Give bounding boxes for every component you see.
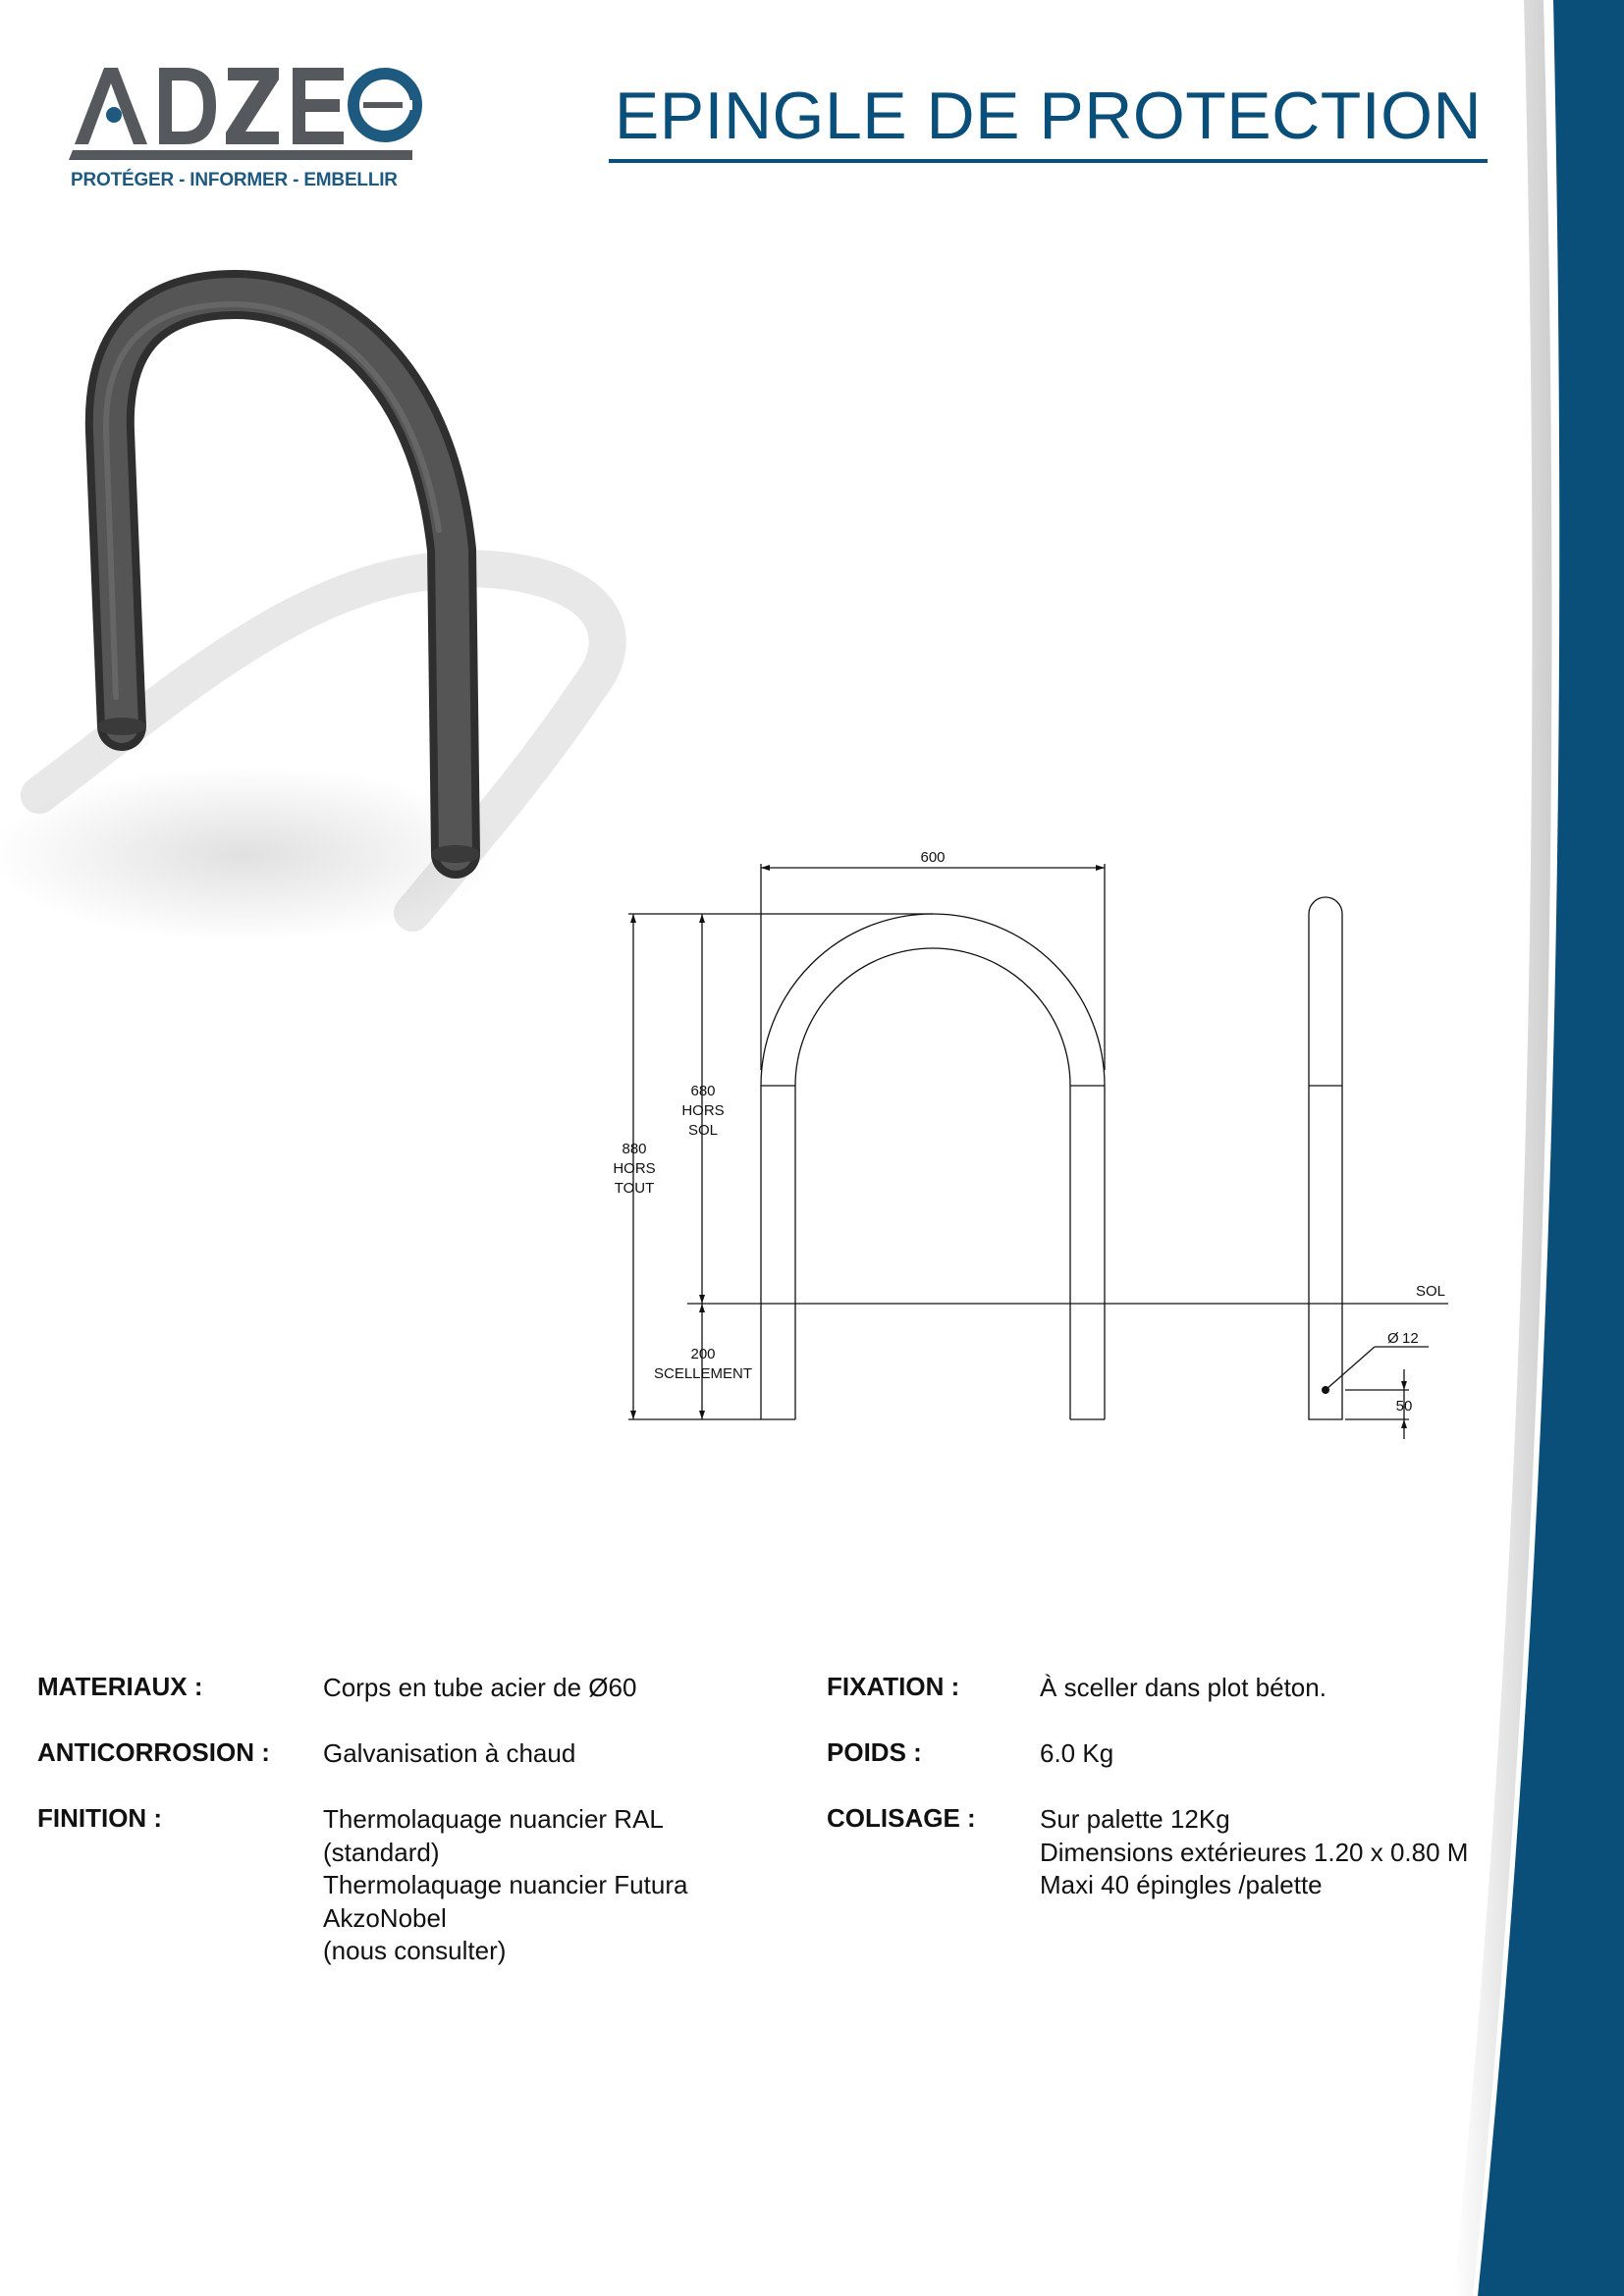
rod-offset-label: 50: [1395, 1398, 1413, 1415]
anticorrosion-label: ANTICORROSION :: [37, 1737, 270, 1767]
dim-680-value: 680: [690, 1083, 716, 1099]
finition-line: (standard): [323, 1837, 440, 1867]
technical-drawing: [589, 834, 1473, 1463]
finition-label: FINITION :: [37, 1803, 163, 1833]
colisage-value: [1040, 1803, 1468, 1902]
dim-680-line3: SOL: [687, 1122, 719, 1139]
dim-880-line3: TOUT: [614, 1180, 655, 1197]
adzeo-logo: [69, 54, 422, 201]
finition-line: Thermolaquage nuancier Futura: [323, 1870, 688, 1899]
product-photo: [0, 265, 628, 972]
dim-680-line2: HORS: [681, 1102, 725, 1119]
specifications: [0, 1659, 1551, 1993]
poids-label: POIDS :: [827, 1737, 922, 1767]
fixation-value: À sceller dans plot béton.: [1040, 1673, 1326, 1702]
dim-width: 600: [920, 849, 946, 866]
colisage-line: Maxi 40 épingles /palette: [1040, 1870, 1323, 1899]
fixation-label: FIXATION :: [827, 1672, 960, 1701]
ground-label: SOL: [1415, 1283, 1445, 1300]
finition-line: Thermolaquage nuancier RAL: [323, 1804, 664, 1834]
colisage-line: Dimensions extérieures 1.20 x 0.80 M: [1040, 1837, 1469, 1867]
materiaux-value: Corps en tube acier de Ø60: [323, 1673, 637, 1702]
finition-line: AkzoNobel: [323, 1902, 447, 1933]
dim-200-value: 200: [690, 1346, 716, 1362]
logo-wordmark: [69, 54, 422, 167]
colisage-label: COLISAGE :: [827, 1803, 976, 1833]
rod-diameter-symbol: Ø: [1387, 1330, 1399, 1347]
anticorrosion-value: Galvanisation à chaud: [323, 1738, 576, 1768]
poids-value: 6.0 Kg: [1040, 1738, 1114, 1768]
dim-200-line2: SCELLEMENT: [653, 1365, 753, 1382]
materiaux-label: MATERIAUX :: [37, 1672, 203, 1701]
rod-diameter-label: 12: [1402, 1330, 1419, 1347]
colisage-line: Sur palette 12Kg: [1040, 1804, 1230, 1834]
logo-tagline: PROTÉGER - INFORMER - EMBELLIR: [71, 170, 398, 190]
dim-880-line2: HORS: [613, 1160, 656, 1177]
dim-880-value: 880: [622, 1141, 647, 1157]
page-title: EPINGLE DE PROTECTION: [609, 77, 1488, 163]
finition-value: [323, 1803, 687, 1968]
finition-line: (nous consulter): [323, 1936, 507, 1965]
